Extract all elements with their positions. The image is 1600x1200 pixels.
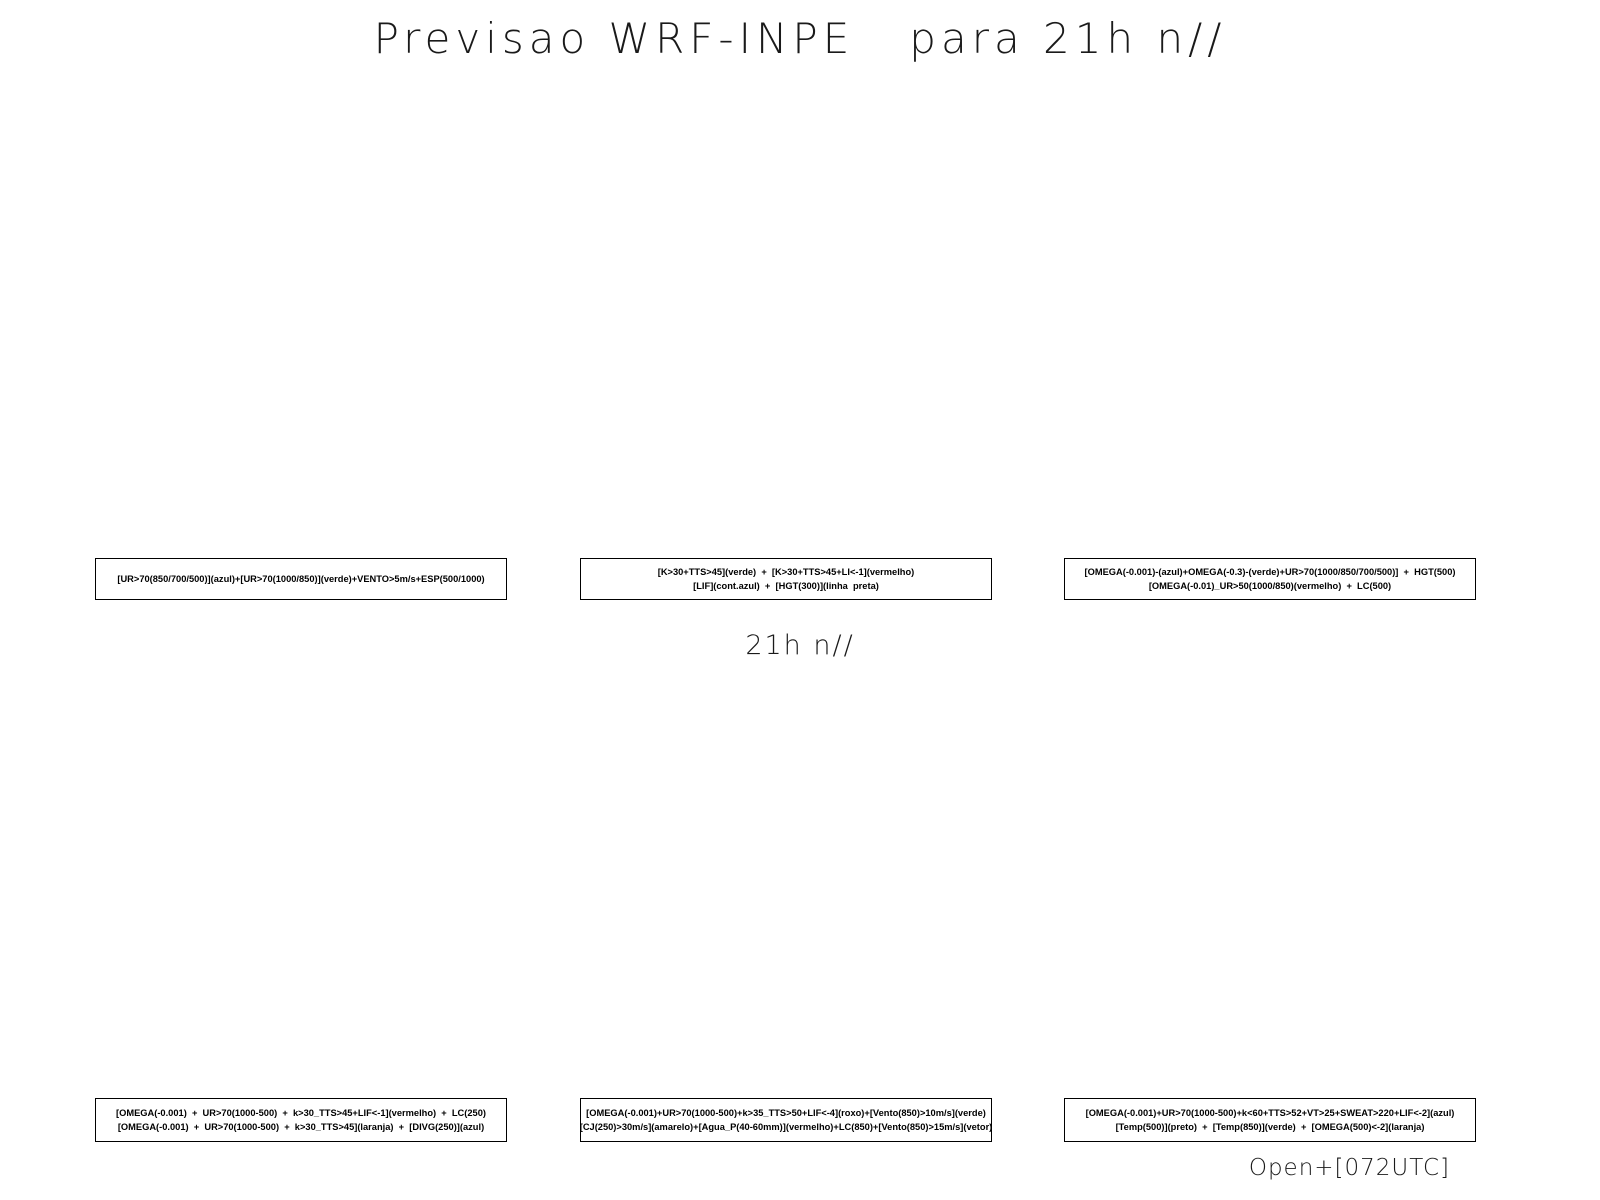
legend-box-top-center	[580, 558, 992, 600]
legend-line: [OMEGA(-0.001)+UR>70(1000-500)+k<60+TTS>52+VT>25+SWEAT>220+LIF<-2](azul)	[1085, 1108, 1455, 1118]
page-title: Previsao WRF-INPE para 21h n//	[373, 14, 1227, 63]
plot-panel-top-center	[580, 90, 992, 550]
legend-line: [CJ(250)>30m/s](amarelo)+[Agua_P(40-60mm)](vermelho)+LC(850)+[Vento(850)>15m/s](vetor)	[579, 1122, 993, 1132]
plot-panel-bottom-left	[95, 680, 507, 1092]
mid-caption: 21h n//	[745, 630, 855, 661]
footer-caption: Open+[072UTC]	[1248, 1155, 1450, 1181]
legend-line: [K>30+TTS>45](verde) + [K>30+TTS>45+LI<-1](vermelho)	[657, 567, 915, 577]
legend-line: [OMEGA(-0.001) + UR>70(1000-500) + k>30_TTS>45](laranja) + [DIVG(250)](azul)	[117, 1122, 485, 1132]
legend-line: [LIF](cont.azul) + [HGT(300)](linha preta)	[693, 581, 879, 591]
legend-box-top-left	[95, 558, 507, 600]
legend-box-top-right	[1064, 558, 1476, 600]
legend-line: [OMEGA(-0.01)_UR>50(1000/850)(vermelho) + LC(500)	[1148, 581, 1392, 591]
plot-panel-top-left	[95, 90, 507, 550]
plot-panel-bottom-right	[1064, 680, 1476, 1092]
legend-line: [OMEGA(-0.001)+UR>70(1000-500)+k>35_TTS>50+LIF<-4](roxo)+[Vento(850)>10m/s](verde)	[586, 1108, 986, 1118]
legend-line: [OMEGA(-0.001)-(azul)+OMEGA(-0.3)-(verde)+UR>70(1000/850/700/500)] + HGT(500)	[1084, 567, 1456, 577]
legend-line: [OMEGA(-0.001) + UR>70(1000-500) + k>30_TTS>45+LIF<-1](vermelho) + LC(250)	[116, 1108, 486, 1118]
legend-line: [Temp(500)](preto) + [Temp(850)](verde) + [OMEGA(500)<-2](laranja)	[1115, 1122, 1425, 1132]
legend-box-bottom-left	[95, 1098, 507, 1142]
legend-box-bottom-right	[1064, 1098, 1476, 1142]
legend-line: [UR>70(850/700/500)](azul)+[UR>70(1000/850)](verde)+VENTO>5m/s+ESP(500/1000)	[117, 574, 485, 584]
plot-panel-bottom-center	[580, 680, 992, 1092]
plot-panel-top-right	[1064, 90, 1476, 550]
legend-box-bottom-center	[580, 1098, 992, 1142]
